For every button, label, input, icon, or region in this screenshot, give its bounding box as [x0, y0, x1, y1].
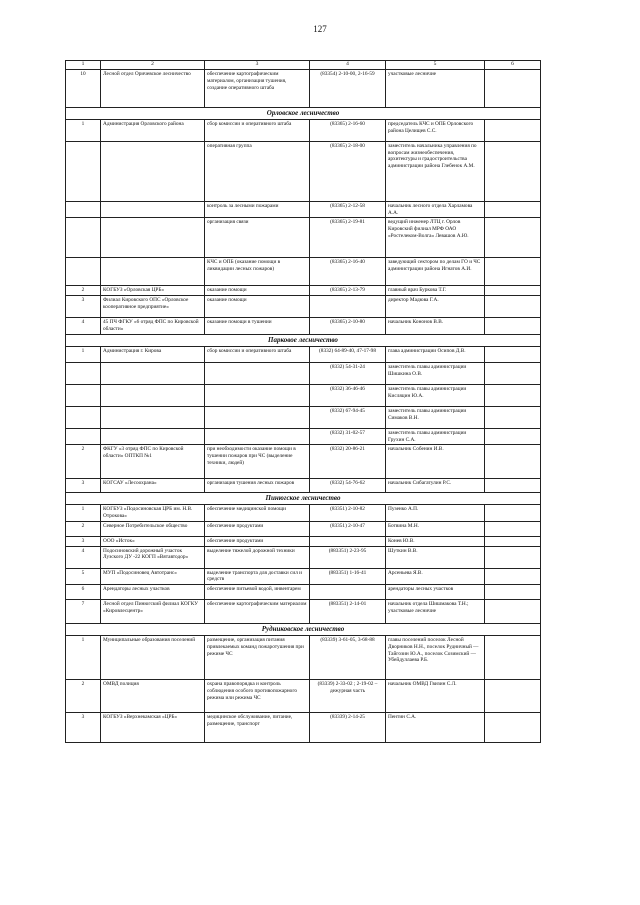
contact-person-cell: начальник лесного отдела Харламова А.А.	[386, 201, 485, 218]
table-row	[66, 218, 541, 258]
phone-cell: (83354) 2-10-00, 2-16-59	[310, 70, 386, 108]
row-number-cell: 2	[66, 521, 101, 536]
phone-cell: (8332) 54-76-62	[310, 479, 386, 493]
row-number-cell: 3	[66, 479, 101, 493]
organization-cell: Лесной отдел Оричевское лесничество	[101, 70, 205, 108]
task-cell: выделение тяжелой дорожной техники	[205, 546, 310, 568]
table-row	[66, 296, 541, 318]
note-cell	[485, 201, 541, 218]
table-row	[66, 141, 541, 201]
organization-cell: Северное Потребительское общество	[101, 521, 205, 536]
column-number-3: 3	[205, 61, 310, 70]
table-row	[66, 286, 541, 296]
table-row	[66, 119, 541, 141]
contact-person-cell: начальник отдела Шишмакова Т.Н.; участковые лесничие	[386, 600, 485, 624]
phone-cell: (83351) 2-10-47	[310, 521, 386, 536]
table-row	[66, 201, 541, 218]
phone-cell: (83365) 2-19-81	[310, 218, 386, 258]
table-row	[66, 585, 541, 600]
contact-person-cell: начальник Кононов В.В.	[386, 318, 485, 335]
note-cell	[485, 636, 541, 680]
contact-person-cell: участковые лесничие	[386, 70, 485, 108]
table-row	[66, 636, 541, 680]
note-cell	[485, 362, 541, 384]
table-row	[66, 568, 541, 585]
row-number-cell: 3	[66, 713, 101, 743]
task-cell: обеспечение медицинской помощи	[205, 505, 310, 522]
task-cell: обеспечение продуктами	[205, 521, 310, 536]
contact-person-cell: начальник Сибагатулин Р.С.	[386, 479, 485, 493]
organization-cell: Администрация Орловского района	[101, 119, 205, 141]
row-number-cell	[66, 428, 101, 445]
section-title: Парковое лесничество	[66, 334, 541, 346]
phone-cell: (8332) 31-02-57	[310, 428, 386, 445]
table-row	[66, 479, 541, 493]
row-number-cell: 1	[66, 636, 101, 680]
task-cell: организация связи	[205, 218, 310, 258]
table-row	[66, 536, 541, 546]
table-row	[66, 384, 541, 406]
phone-cell: (8332) 36-46-46	[310, 384, 386, 406]
task-cell	[205, 428, 310, 445]
contact-person-cell: заместитель начальника управления по вопросам жизнеобеспечения, архитектуры и градостроительства администрации района Глебенок А.М.	[386, 141, 485, 201]
column-number-2: 2	[101, 61, 205, 70]
task-cell: оказание помощи	[205, 296, 310, 318]
contact-person-cell: арендаторы лесных участков	[386, 585, 485, 600]
contact-person-cell: председатель КЧС и ОПБ Орловского района Целищев С.С.	[386, 119, 485, 141]
row-number-cell: 2	[66, 680, 101, 713]
note-cell	[485, 585, 541, 600]
note-cell	[485, 384, 541, 406]
contact-person-cell: Пентин С.А.	[386, 713, 485, 743]
column-number-5: 5	[386, 61, 485, 70]
organization-cell	[101, 141, 205, 201]
phone-cell: (8332) 64-89-40, 47-17-98	[310, 346, 386, 362]
phone-cell	[310, 536, 386, 546]
organization-cell: Администрация г. Кирова	[101, 346, 205, 362]
organization-cell	[101, 406, 205, 428]
phone-cell: (8332) 67-94-45	[310, 406, 386, 428]
contact-person-cell: Шуткин В.В.	[386, 546, 485, 568]
phone-cell: (883351) 1-16-41	[310, 568, 386, 585]
table-row	[66, 70, 541, 108]
row-number-cell	[66, 258, 101, 286]
phone-cell: (883351) 2-14-01	[310, 600, 386, 624]
phone-cell: (83339) 2-14-25	[310, 713, 386, 743]
note-cell	[485, 406, 541, 428]
task-cell: обеспечение картографическим материалом	[205, 600, 310, 624]
column-number-1: 1	[66, 61, 101, 70]
organization-cell: Филиал Кировского ОПС «Орловское кооперативное предприятие»	[101, 296, 205, 318]
note-cell	[485, 680, 541, 713]
task-cell	[205, 406, 310, 428]
column-number-4: 4	[310, 61, 386, 70]
organization-cell: КОГСАУ «Лесоохрана»	[101, 479, 205, 493]
column-number-6: 6	[485, 61, 541, 70]
contact-person-cell: Ботвина М.Н.	[386, 521, 485, 536]
note-cell	[485, 713, 541, 743]
row-number-cell: 3	[66, 296, 101, 318]
organization-cell: 45 ПЧ ФГКУ «6 отряд ФПС по Кировской области»	[101, 318, 205, 335]
contact-person-cell: Пузенко А.П.	[386, 505, 485, 522]
row-number-cell	[66, 218, 101, 258]
organization-cell: ООО «Исток»	[101, 536, 205, 546]
task-cell: выделение транспорта для доставки сил и средств	[205, 568, 310, 585]
phone-cell: (8332) 54-31-24	[310, 362, 386, 384]
table-row	[66, 445, 541, 479]
task-cell: обеспечение продуктами	[205, 536, 310, 546]
task-cell: охрана правопорядка и контроль соблюдения особого противопожарного режима или режима ЧС	[205, 680, 310, 713]
section-title: Орловское лесничество	[66, 108, 541, 120]
section-header-row	[66, 624, 541, 636]
phone-cell: (83351) 2-10-82	[310, 505, 386, 522]
task-cell: сбор комиссии и оперативного штаба	[205, 119, 310, 141]
organization-cell: Лесной отдел Пинюгский филиал КОГКУ «Кировлесцентр»	[101, 600, 205, 624]
row-number-cell	[66, 384, 101, 406]
task-cell: обеспечение питьевой водой, инвентарем	[205, 585, 310, 600]
section-title: Пинюгское лесничество	[66, 493, 541, 505]
task-cell: КЧС и ОПБ (оказание помощи в ликвидации лесных пожаров)	[205, 258, 310, 286]
task-cell	[205, 362, 310, 384]
section-header-row	[66, 334, 541, 346]
organization-cell: КОГБУЗ «Подосиновская ЦРБ им. Н.В. Отрокова»	[101, 505, 205, 522]
row-number-cell: 4	[66, 318, 101, 335]
note-cell	[485, 568, 541, 585]
contact-person-cell: Арсеньева Я.В.	[386, 568, 485, 585]
organization-cell	[101, 428, 205, 445]
organization-cell	[101, 218, 205, 258]
row-number-cell: 7	[66, 600, 101, 624]
table-row	[66, 600, 541, 624]
row-number-cell	[66, 201, 101, 218]
organization-cell	[101, 258, 205, 286]
row-number-cell	[66, 362, 101, 384]
phone-cell: (883351) 2-23-95	[310, 546, 386, 568]
phone-cell: (83365) 2-16-60	[310, 119, 386, 141]
contact-person-cell: заместитель главы администрации Симаков В.Н.	[386, 406, 485, 428]
phone-cell: (83339) 3-61-05, 3-68-88	[310, 636, 386, 680]
phone-cell: (83339) 2-33-02 ; 2-19-02 – дежурная часть	[310, 680, 386, 713]
section-header-row	[66, 493, 541, 505]
row-number-cell: 2	[66, 286, 101, 296]
note-cell	[485, 428, 541, 445]
row-number-cell: 3	[66, 536, 101, 546]
note-cell	[485, 505, 541, 522]
note-cell	[485, 119, 541, 141]
table-row	[66, 428, 541, 445]
row-number-cell: 1	[66, 119, 101, 141]
note-cell	[485, 521, 541, 536]
organization-cell: ФКГУ «3 отряд ФПС по Кировской области» ОПТКП №1	[101, 445, 205, 479]
organization-cell	[101, 201, 205, 218]
table-row	[66, 362, 541, 384]
phone-cell: (8332) 20-86-21	[310, 445, 386, 479]
contact-person-cell: главный врач Буркова Т.Г.	[386, 286, 485, 296]
contact-person-cell: глава администрации Осипов Д.В.	[386, 346, 485, 362]
task-cell: размещение, организация питания привлекаемых команд пожаротушения при режиме ЧС	[205, 636, 310, 680]
contact-person-cell: начальник ОМВД Гвизин С.Л.	[386, 680, 485, 713]
organization-cell: КОГБУЗ «Верхнекамская «ЦРБ»	[101, 713, 205, 743]
page-number: 127	[313, 24, 327, 34]
section-title: Рудниковское лесничество	[66, 624, 541, 636]
task-cell: организация тушения лесных пожаров	[205, 479, 310, 493]
row-number-cell: 2	[66, 445, 101, 479]
table-row	[66, 406, 541, 428]
note-cell	[485, 70, 541, 108]
emergency-contacts-table	[65, 60, 541, 743]
organization-cell	[101, 362, 205, 384]
row-number-cell	[66, 406, 101, 428]
phone-cell: (83365) 2-10-80	[310, 318, 386, 335]
contact-person-cell: директор Мадюва Г.А.	[386, 296, 485, 318]
phone-cell: (83365) 2-12-58	[310, 201, 386, 218]
table-row	[66, 346, 541, 362]
table-row	[66, 505, 541, 522]
phone-cell: (83365) 2-16-40	[310, 258, 386, 286]
row-number-cell	[66, 141, 101, 201]
contact-person-cell: ведущий инженер ЛТЦ г. Орлов Кировский филиал МРФ ОАО «Ростелеком-Волга» Левашов А.Ю.	[386, 218, 485, 258]
contact-person-cell: заместитель главы администрации Грухин С.А.	[386, 428, 485, 445]
phone-cell: (83365) 2-13-79	[310, 286, 386, 296]
organization-cell: Арендаторы лесных участков	[101, 585, 205, 600]
note-cell	[485, 546, 541, 568]
task-cell	[205, 384, 310, 406]
task-cell: оперативная группа	[205, 141, 310, 201]
table-row	[66, 546, 541, 568]
organization-cell: Муниципальные образования поселений	[101, 636, 205, 680]
section-header-row	[66, 108, 541, 120]
task-cell: при необходимости оказание помощи в тушении пожаров при ЧС (выделение техники, людей)	[205, 445, 310, 479]
row-number-cell: 1	[66, 346, 101, 362]
note-cell	[485, 536, 541, 546]
row-number-cell: 4	[66, 546, 101, 568]
phone-cell: (83365) 2-18-00	[310, 141, 386, 201]
task-cell: оказание помощи в тушении	[205, 318, 310, 335]
note-cell	[485, 218, 541, 258]
table-row	[66, 680, 541, 713]
note-cell	[485, 258, 541, 286]
contact-person-cell: начальник Собенин И.В.	[386, 445, 485, 479]
task-cell: оказание помощи	[205, 286, 310, 296]
note-cell	[485, 318, 541, 335]
organization-cell	[101, 384, 205, 406]
note-cell	[485, 141, 541, 201]
column-number-row	[66, 61, 541, 70]
contact-person-cell: заместитель главы администрации Кисляцин Ю.А.	[386, 384, 485, 406]
row-number-cell: 10	[66, 70, 101, 108]
contact-person-cell: главы поселений поселок Лесной Дворников Н.Н., поселок Рудничный — Тайгозин Ю.А., поселок Созимский — Убейдуллаева Р.Б.	[386, 636, 485, 680]
table-row	[66, 318, 541, 335]
note-cell	[485, 479, 541, 493]
contact-person-cell: заведующий сектором по делам ГО и ЧС администрации района Игнатов А.И.	[386, 258, 485, 286]
note-cell	[485, 286, 541, 296]
contact-person-cell: Конев Ю.В.	[386, 536, 485, 546]
organization-cell: ОМВД полиция	[101, 680, 205, 713]
organization-cell: Подосиновский дорожный участок Лузского ДУ -22 КОГП «Вятавтодор»	[101, 546, 205, 568]
note-cell	[485, 296, 541, 318]
task-cell: медицинское обслуживание, питание, размещение, транспорт	[205, 713, 310, 743]
task-cell: обеспечение картографическим материалом, организация тушения, создание оперативного штаба	[205, 70, 310, 108]
table-row	[66, 258, 541, 286]
row-number-cell: 6	[66, 585, 101, 600]
table-row	[66, 521, 541, 536]
note-cell	[485, 445, 541, 479]
organization-cell: МУП «Подосиновец Автотранс»	[101, 568, 205, 585]
note-cell	[485, 346, 541, 362]
row-number-cell: 5	[66, 568, 101, 585]
contact-person-cell: заместитель главы администрации Шишкина О.В.	[386, 362, 485, 384]
phone-cell	[310, 585, 386, 600]
row-number-cell: 1	[66, 505, 101, 522]
note-cell	[485, 600, 541, 624]
task-cell: сбор комиссии и оперативного штаба	[205, 346, 310, 362]
task-cell: контроль за лесными пожарами	[205, 201, 310, 218]
phone-cell	[310, 296, 386, 318]
table-row	[66, 713, 541, 743]
organization-cell: КОГБУЗ «Орловская ЦРБ»	[101, 286, 205, 296]
